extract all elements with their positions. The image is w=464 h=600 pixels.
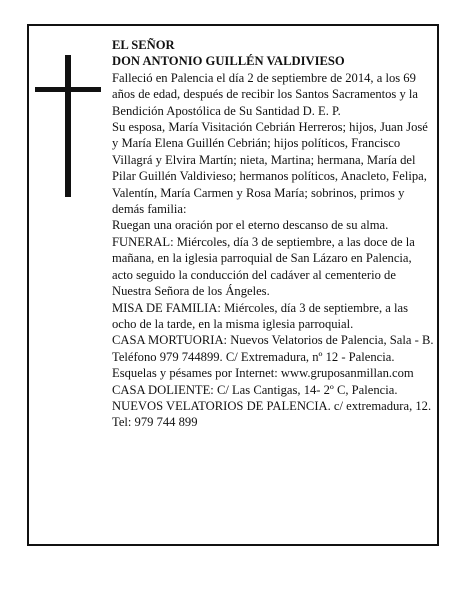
death-announcement: Falleció en Palencia el día 2 de septiembre de 2014, a los 69 años de edad, después de recibir los Santos Sacramentos y la Bendición Apostólica de Su Santidad D. E. P.	[112, 70, 419, 118]
mortuary-info: CASA MORTUORIA: Nuevos Velatorios de Palencia, Sala - B. Teléfono 979 744899. C/ Extremadura, nº 12 - Palencia.	[112, 333, 434, 364]
cross-vertical-bar	[65, 55, 71, 197]
velatorios-contact: NUEVOS VELATORIOS DE PALENCIA. c/ extremadura, 12. Tel: 979 744 899	[112, 398, 432, 430]
notice-text	[112, 37, 434, 431]
mourning-house: CASA DOLIENTE: C/ Las Cantigas, 14- 2º C, Palencia.	[112, 382, 398, 397]
internet-condolences: Esquelas y pésames por Internet: www.gruposanmillan.com	[112, 366, 414, 381]
cross-icon	[35, 55, 101, 197]
cross-horizontal-bar	[35, 87, 101, 92]
prayer-request: Ruegan una oración por el eterno descanso de su alma.	[112, 218, 389, 233]
family-list: Su esposa, María Visitación Cebrián Herreros; hijos, Juan José y María Elena Guillén Cebrián; hijos políticos, Francisco Villagrá y Elvira Martín; nieta, Martina; hermana, María del Pilar Guillén Valdivieso; hermanos políticos, Anacleto, Felipa, Valentín, María Carmen y Rosa María; sobrinos, primos y demás familia:	[112, 120, 428, 217]
notice-heading: EL SEÑOR	[112, 38, 175, 52]
funeral-info: FUNERAL: Miércoles, día 3 de septiembre, a las doce de la mañana, en la iglesia parroquial de San Lázaro en Palencia, acto seguido la conducción del cadáver al cementerio de Nuestra Señora de los Ángeles.	[112, 234, 415, 299]
deceased-name: DON ANTONIO GUILLÉN VALDIVIESO	[112, 54, 345, 69]
family-mass-info: MISA DE FAMILIA: Miércoles, día 3 de septiembre, a las ocho de la tarde, en la misma iglesia parroquial.	[112, 300, 409, 331]
